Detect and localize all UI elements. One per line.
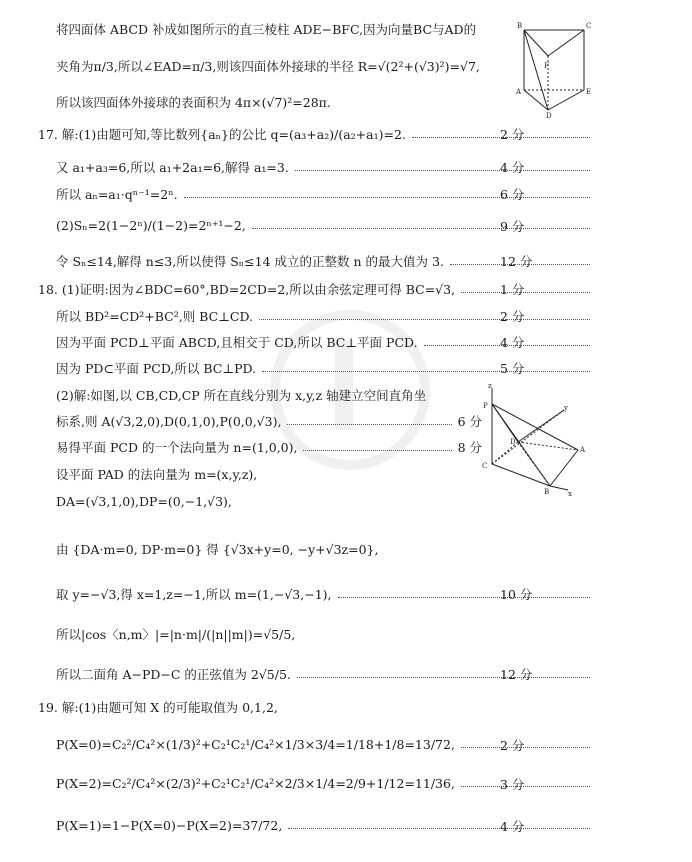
fig2-label: y (564, 404, 568, 412)
fig1-label: F (544, 62, 549, 70)
line-text: 由 {DA·m=0, DP·m=0} 得 {√3x+y=0, −y+√3z=0}, (56, 542, 379, 557)
fig2-label: C (482, 462, 488, 470)
score-label: 5 分 (500, 361, 525, 376)
line-text: 17. 解:(1)由题可知,等比数列{aₙ}的公比 q=(a₃+a₂)/(a₂+a₁)=2. (38, 127, 406, 142)
fig1-label: B (517, 22, 523, 30)
fig2-label: D (510, 438, 516, 446)
line-13 (56, 412, 482, 430)
line-text: P(X=1)=1−P(X=0)−P(X=2)=37/72, (56, 818, 283, 833)
score-label: 4 分 (500, 335, 525, 350)
line-text: 因为平面 PCD⊥平面 ABCD,且相交于 CD,所以 BC⊥平面 PCD. (56, 335, 418, 350)
line-24 (56, 818, 596, 833)
fig2-label: z (488, 382, 492, 390)
line-19 (56, 625, 596, 643)
score-label: 4 分 (500, 818, 525, 834)
fig2-label: A (580, 446, 586, 454)
score-label: 1 分 (500, 282, 525, 297)
line-text: 将四面体 ABCD 补成如图所示的直三棱柱 ADE−BFC,因为向量BC与AD的 (56, 22, 477, 37)
fig2-label: x (568, 490, 572, 498)
score-label: 3 分 (500, 776, 525, 792)
line-text: 又 a₁+a₃=6,所以 a₁+2a₁=6,解得 a₁=3. (56, 160, 289, 175)
line-22 (56, 737, 596, 752)
score-label: 6 分 (500, 187, 525, 202)
fig1-label: A (516, 88, 522, 96)
line-text: 易得平面 PCD 的一个法向量为 n=(1,0,0), (56, 440, 298, 455)
line-9 (56, 307, 596, 325)
score-label: 12 分 (500, 667, 533, 682)
line-text: 所以 BD²=CD²+BC²,则 BC⊥CD. (56, 309, 254, 324)
prism-figure (514, 18, 594, 118)
line-text: P(X=2)=C₂²/C₄²×(2/3)²+C₂¹C₂¹/C₄²×2/3×1/4=2/9+1/12=11/36, (56, 776, 455, 791)
line-23 (56, 776, 596, 791)
line-3 (38, 125, 596, 143)
line-12 (56, 386, 492, 404)
score-label: 2 分 (500, 309, 525, 324)
line-text: 所以该四面体外接球的表面积为 4π×(√7)²=28π. (56, 95, 331, 110)
line-text: 令 Sₙ≤14,解得 n≤3,所以使得 Sₙ≤14 成立的正整数 n 的最大值为 3. (56, 254, 444, 269)
line-text: 所以|cos〈n,m〉|=|n·m|/(|n||m|)=√5/5, (56, 627, 296, 642)
line-10 (56, 333, 596, 351)
fig1-label: E (586, 88, 592, 96)
line-text: 所以二面角 A−PD−C 的正弦值为 2√5/5. (56, 667, 291, 682)
score-label: 12 分 (500, 254, 533, 269)
line-text: (2)解:如图,以 CB,CD,CP 所在直线分别为 x,y,z 轴建立空间直角坐 (56, 388, 427, 403)
line-7 (56, 252, 596, 270)
line-21 (38, 698, 596, 716)
fig1-label: C (586, 22, 592, 30)
line-14 (56, 438, 482, 456)
line-11 (56, 359, 596, 377)
line-text: 取 y=−√3,得 x=1,z=−1,所以 m=(1,−√3,−1), (56, 587, 332, 602)
line-text: 19. 解:(1)由题可知 X 的可能取值为 0,1,2, (38, 700, 278, 715)
line-text: DA=(√3,1,0),DP=(0,−1,√3), (56, 494, 232, 509)
line-text: 标系,则 A(√3,2,0),D(0,1,0),P(0,0,√3), (56, 414, 282, 429)
line-text: 因为 PD⊂平面 PCD,所以 BC⊥PD. (56, 361, 257, 376)
score-label: 2 分 (500, 737, 525, 753)
line-20 (56, 665, 596, 683)
line-6 (56, 218, 596, 233)
score-label: 4 分 (500, 160, 525, 175)
fig2-label: B (544, 488, 550, 496)
score-label: 8 分 (457, 440, 482, 455)
line-17 (56, 540, 596, 558)
line-4 (56, 158, 596, 176)
score-label: 2 分 (500, 127, 525, 142)
score-label: 6 分 (457, 414, 482, 429)
line-text: P(X=0)=C₂²/C₄²×(1/3)²+C₂¹C₂¹/C₄²×1/3×3/4=1/18+1/8=13/72, (56, 737, 455, 752)
line-18 (56, 585, 596, 603)
line-8 (38, 280, 596, 298)
line-5 (56, 185, 596, 203)
line-text: 夹角为π/3,所以∠EAD=π/3,则该四面体外接球的半径 R=√(2²+(√3)²)=√7, (56, 59, 480, 74)
fig1-label: D (546, 112, 552, 118)
line-text: 18. (1)证明:因为∠BDC=60°,BD=2CD=2,所以由余弦定理可得 BC=√3, (38, 282, 456, 297)
fig2-label: P (483, 402, 488, 410)
line-text: 所以 aₙ=a₁·qⁿ⁻¹=2ⁿ. (56, 187, 178, 202)
pyramid-figure (478, 382, 590, 500)
score-label: 10 分 (500, 587, 533, 602)
line-text: (2)Sₙ=2(1−2ⁿ)/(1−2)=2ⁿ⁺¹−2, (56, 218, 246, 233)
score-label: 9 分 (500, 218, 525, 234)
line-text: 设平面 PAD 的法向量为 m=(x,y,z), (56, 467, 258, 482)
